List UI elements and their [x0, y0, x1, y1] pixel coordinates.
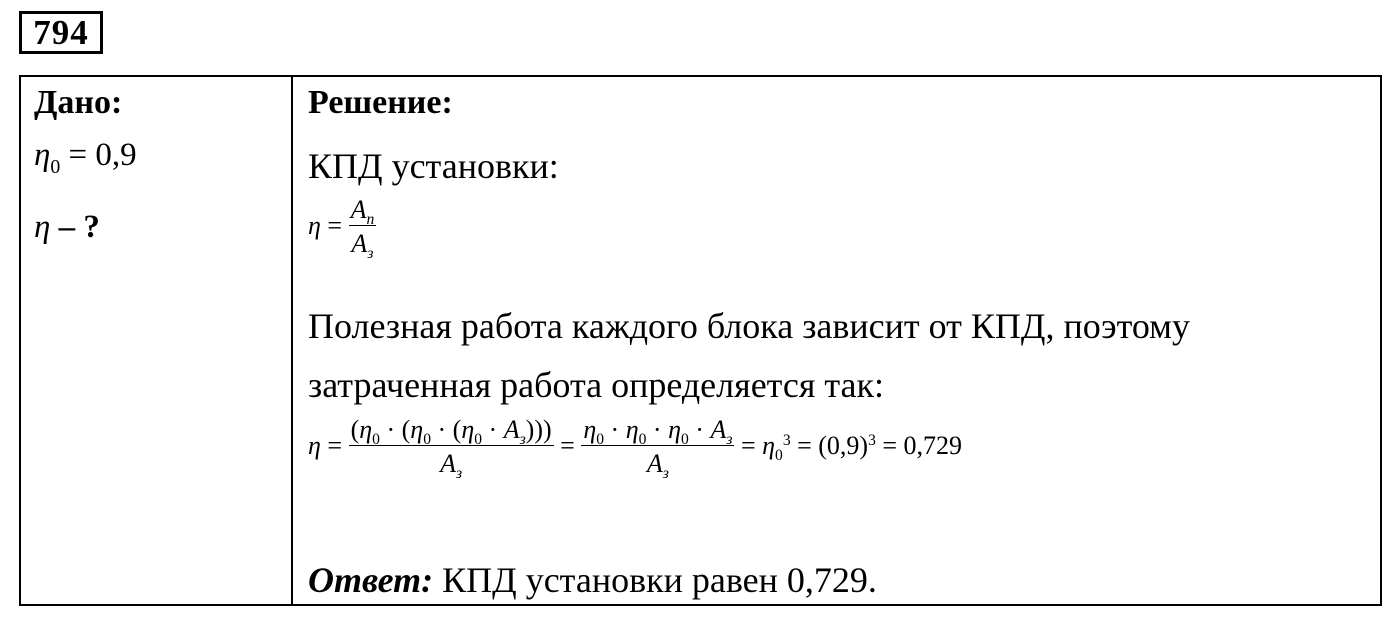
column-divider [291, 77, 293, 604]
problem-number: 794 [19, 11, 103, 54]
explanation-line-1: Полезная работа каждого блока зависит от КПД, поэтому [308, 306, 1190, 346]
given-heading: Дано: [34, 84, 123, 121]
derivation-formula: η = $\frac{(\eta_0 \cdot (\eta_0 \cdot (\eta_0 \cdot A_з)))}{A_з}$ = $\frac{\eta_0 \cdot \eta_0 \cdot \eta_0 \cdot A_з}{A_з}$ = $\eta_0^3 = (0,9)^3 = 0,729$ [308, 415, 963, 482]
answer-line [308, 559, 877, 601]
find-question-mark: ? [75, 209, 100, 245]
given-column [34, 81, 137, 245]
formula-fraction: $\frac{A_п}{A_з}$ [350, 195, 375, 262]
given-efficiency: $\eta_0 = 0,9$ [34, 137, 137, 178]
answer-label: Ответ: [308, 560, 434, 600]
result-power: = (0,9) [797, 430, 869, 460]
given-efficiency-value: = 0,9 [68, 137, 137, 173]
efficiency-label: КПД установки: [308, 146, 559, 186]
solution-column [308, 81, 1368, 600]
derivation-fraction-2: $\frac{\eta_0 \cdot \eta_0 \cdot \eta_0 \cdot A_з}{A_з}$ [583, 415, 733, 482]
explanation-line-2: затраченная работа определяется так: [308, 365, 885, 405]
efficiency-formula: η = $\frac{A_п}{A_з}$ [308, 195, 375, 262]
find-unknown: η – ? [34, 209, 100, 245]
result-value: = 0,729 [882, 430, 963, 460]
answer-text: КПД установки равен 0,729. [433, 560, 877, 600]
solution-heading: Решение: [308, 84, 453, 121]
derivation-fraction-1: $\frac{(\eta_0 \cdot (\eta_0 \cdot (\eta_0 \cdot A_з)))}{A_з}$ [350, 415, 552, 482]
solution-table [19, 75, 1382, 606]
